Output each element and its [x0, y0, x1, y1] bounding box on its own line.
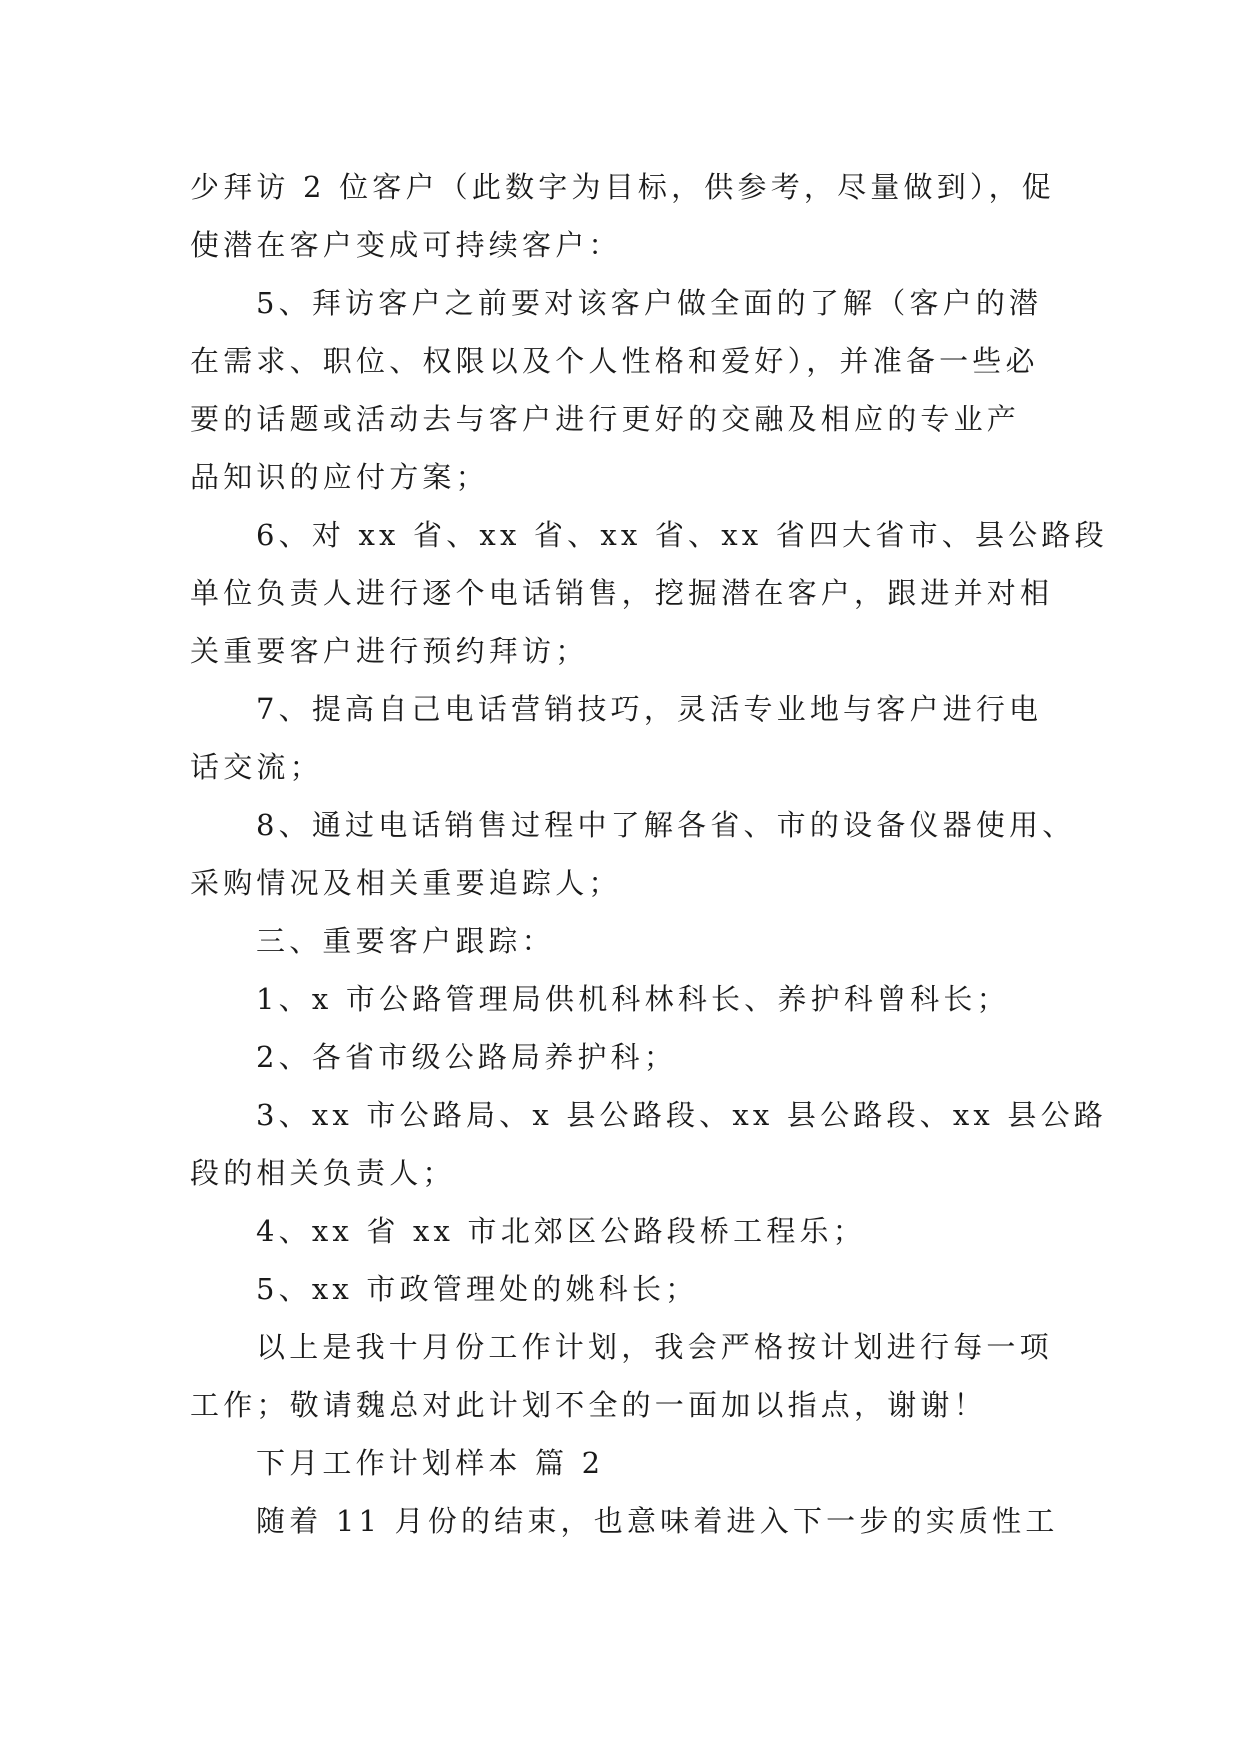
text-line: 段的相关负责人；	[190, 1156, 456, 1190]
text-line: 要的话题或活动去与客户进行更好的交融及相应的专业产	[190, 402, 1021, 436]
text-line: 话交流；	[190, 750, 323, 784]
text-line: 4、xx 省 xx 市北郊区公路段桥工程乐；	[256, 1214, 866, 1248]
text-line: 使潜在客户变成可持续客户：	[190, 228, 622, 262]
text-line: 随着 11 月份的结束，也意味着进入下一步的实质性工	[256, 1504, 1059, 1538]
text-line: 品知识的应付方案；	[190, 460, 489, 494]
text-line: 5、xx 市政管理处的姚科长；	[256, 1272, 699, 1306]
text-line: 3、xx 市公路局、x 县公路段、xx 县公路段、xx 县公路	[256, 1098, 1108, 1132]
text-line: 关重要客户进行预约拜访；	[190, 634, 589, 668]
section-heading: 三、重要客户跟踪：	[256, 924, 555, 958]
text-line: 工作；敬请魏总对此计划不全的一面加以指点，谢谢！	[190, 1388, 987, 1422]
document-body	[190, 158, 1108, 1550]
text-line: 少拜访 2 位客户（此数字为目标，供参考，尽量做到），促	[190, 170, 1055, 204]
text-line: 5、拜访客户之前要对该客户做全面的了解（客户的潜	[256, 286, 1043, 320]
section-title: 下月工作计划样本 篇 2	[256, 1446, 605, 1480]
text-line: 1、x 市公路管理局供机科林科长、养护科曾科长；	[256, 982, 1010, 1016]
text-line: 以上是我十月份工作计划，我会严格按计划进行每一项	[256, 1330, 1053, 1364]
text-line: 在需求、职位、权限以及个人性格和爱好），并准备一些必	[190, 344, 1039, 378]
text-line: 单位负责人进行逐个电话销售，挖掘潜在客户，跟进并对相	[190, 576, 1054, 610]
text-line: 7、提高自己电话营销技巧，灵活专业地与客户进行电	[256, 692, 1043, 726]
text-line: 6、对 xx 省、xx 省、xx 省、xx 省四大省市、县公路段	[256, 518, 1108, 552]
text-line: 2、各省市级公路局养护科；	[256, 1040, 678, 1074]
text-line: 采购情况及相关重要追踪人；	[190, 866, 622, 900]
text-line: 8、通过电话销售过程中了解各省、市的设备仪器使用、	[256, 808, 1076, 842]
